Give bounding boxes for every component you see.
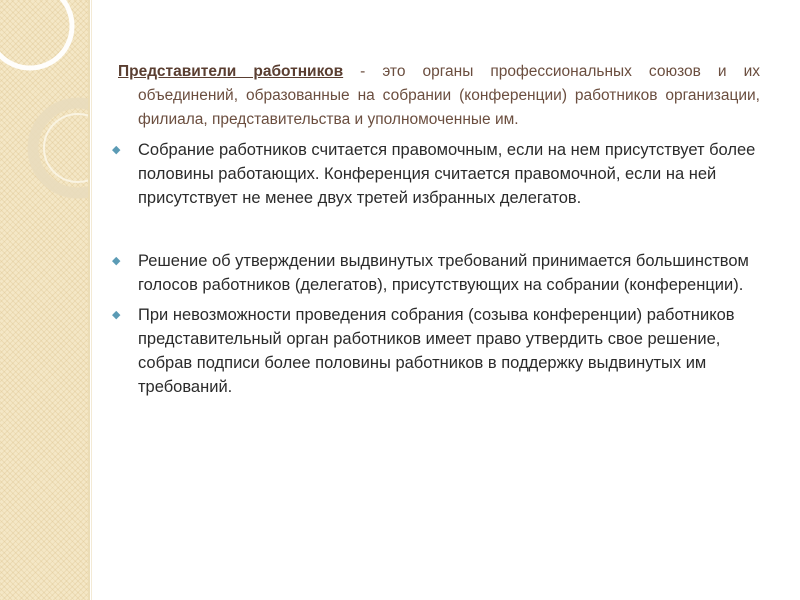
definition-term: Представители работников — [118, 63, 344, 80]
decorative-sidebar — [0, 0, 88, 600]
decorative-rings-icon — [0, 0, 88, 600]
definition-text: - это органы профессиональных союзов и их объединений, образованные на собрании (конференции) работников организации, филиала, представительства и уполномоченные им. — [138, 63, 760, 128]
bullet-icon: ◆ — [112, 309, 121, 321]
list-item-text: Собрание работников считается правомочным, если на нем присутствует более половины работающих. Конференция считается правомочной, если на ней присутствует не менее двух третей избранных делегатов. — [138, 141, 756, 207]
list-item — [112, 303, 760, 399]
list-item-text: Решение об утверждении выдвинутых требований принимается большинством голосов работников (делегатов), присутствующих на собрании (конференции). — [138, 252, 749, 294]
list-spacer — [112, 210, 760, 249]
list-item-text: При невозможности проведения собрания (созыва конференции) работников представительный орган работников имеет право утвердить свое решение, собрав подписи более половины работников в поддержку выдвинутых им требований. — [138, 306, 735, 396]
list-item — [112, 138, 760, 210]
definition-paragraph — [112, 60, 760, 132]
bullet-icon: ◆ — [112, 255, 121, 267]
bullet-icon: ◆ — [112, 144, 121, 156]
bullet-list — [112, 138, 760, 399]
sidebar-divider-light — [91, 0, 92, 600]
list-item — [112, 249, 760, 297]
sidebar-divider — [88, 0, 90, 600]
slide-content — [112, 60, 760, 399]
